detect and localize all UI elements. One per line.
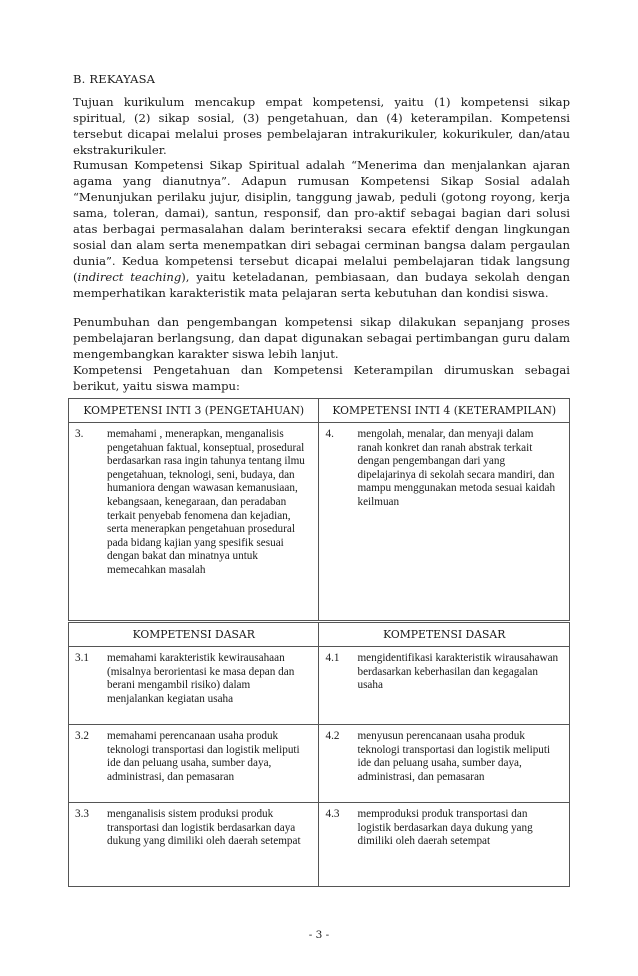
paragraph-italic-term: indirect teaching <box>77 270 182 284</box>
ki4-header: KOMPETENSI INTI 4 (KETERAMPILAN) <box>319 399 570 423</box>
ki3-header: KOMPETENSI INTI 3 (PENGETAHUAN) <box>69 399 319 423</box>
kd-right-number: 4.1 <box>325 652 340 664</box>
kd-right-text: memproduksi produk transportasi dan logistik berdasarkan daya dukung yang dimiliki oleh daerah setempat <box>357 808 533 848</box>
paragraph-attitude-competencies <box>73 157 570 301</box>
kd-right-text: mengidentifikasi karakteristik wirausahawan berdasarkan keberhasilan dan kegagalan usaha <box>357 652 559 692</box>
ki3-text: memahami , menerapkan, menganalisis pengetahuan faktual, konseptual, prosedural berdasarkan rasa ingin tahunya tentang ilmu pengetahuan, teknologi, seni, budaya, dan humaniora dengan wawasan kemanusiaan, kebangsaan, kenegaraan, dan peradaban terkait penyebab fenomena dan kejadian, serta menerapkan pengetahuan prosedural pada bidang kajian yang spesifik sesuai dengan bakat dan minatnya untuk memecahkan masalah <box>107 428 305 576</box>
section-heading: B. REKAYASA <box>73 72 156 86</box>
kd-left-number: 3.1 <box>75 652 89 664</box>
ki4-text: mengolah, menalar, dan menyaji dalam ranah konkret dan ranah abstrak terkait dengan pengembangan dari yang dipelajarinya di sekolah secara mandiri, dan mampu menggunakan metoda sesuai kaidah keilmuan <box>357 428 556 508</box>
table-row <box>69 647 570 725</box>
ki3-number: 3. <box>75 428 84 440</box>
page-number: - 3 - <box>308 929 330 941</box>
kd-left-text: memahami karakteristik kewirausahaan (misalnya berorientasi ke masa depan dan berani mengambil risiko) dalam menjalankan kegiatan usaha <box>107 652 295 705</box>
paragraph-attitude-text: Rumusan Kompetensi Sikap Spiritual adalah “Menerima dan menjalankan ajaran agama yang dianutnya”. Adapun rumusan Kompetensi Sikap Sosial adalah “Menunjukan perilaku jujur, disiplin, tanggung jawab, peduli (gotong royong, kerja sama, toleran, damai), santun, responsif, dan pro-aktif sebagai bagian dari solusi atas berbagai permasalahan dalam berinteraksi secara efektif dengan lingkungan sosial dan alam serta menempatkan diri sebagai cerminan bangsa dalam pergaulan dunia”. Kedua kompetensi tersebut dicapai melalui pembelajaran tidak langsung ( <box>73 158 570 284</box>
paragraph-attitude-tail: ), yaitu keteladanan, pembiasaan, dan budaya sekolah dengan memperhatikan karakteristik mata pelajaran serta kebutuhan dan kondisi siswa. <box>73 270 570 300</box>
kd-right-number: 4.3 <box>325 808 340 820</box>
kd-left-number: 3.3 <box>75 808 89 820</box>
core-competency-table <box>68 398 570 621</box>
kd-left-header: KOMPETENSI DASAR <box>69 623 319 647</box>
ki3-cell <box>69 423 319 621</box>
kd-right-header: KOMPETENSI DASAR <box>319 623 570 647</box>
table-row <box>69 725 570 803</box>
kd-left-text: menganalisis sistem produksi produk transportasi dan logistik berdasarkan daya dukung yang dimiliki oleh daerah setempat <box>107 808 301 848</box>
kd-right-text: menyusun perencanaan usaha produk teknologi transportasi dan logistik meliputi ide dan peluang usaha, sumber daya, administrasi, dan pemasaran <box>357 730 551 783</box>
paragraph-competencies-intro: Tujuan kurikulum mencakup empat kompetensi, yaitu (1) kompetensi sikap spiritual, (2) sikap sosial, (3) pengetahuan, dan (4) keterampilan. Kompetensi tersebut dicapai melalui proses pembelajaran intrakurikuler, kokurikuler, dan/atau ekstrakurikuler. <box>73 95 570 157</box>
ki4-cell <box>319 423 570 621</box>
kd-left-number: 3.2 <box>75 730 89 742</box>
basic-competency-table <box>68 622 570 887</box>
paragraph-attitude-development: Penumbuhan dan pengembangan kompetensi sikap dilakukan sepanjang proses pembelajaran berlangsung, dan dapat digunakan sebagai pertimbangan guru dalam mengembangkan karakter siswa lebih lanjut. <box>73 315 570 361</box>
table-row <box>69 803 570 887</box>
ki4-number: 4. <box>325 428 334 440</box>
paragraph-knowledge-skills-intro: Kompetensi Pengetahuan dan Kompetensi Keterampilan dirumuskan sebagai berikut, yaitu siswa mampu: <box>73 363 570 393</box>
kd-left-text: memahami perencanaan usaha produk teknologi transportasi dan logistik meliputi ide dan peluang usaha, sumber daya, administrasi, dan pemasaran <box>107 730 300 783</box>
kd-right-number: 4.2 <box>325 730 340 742</box>
